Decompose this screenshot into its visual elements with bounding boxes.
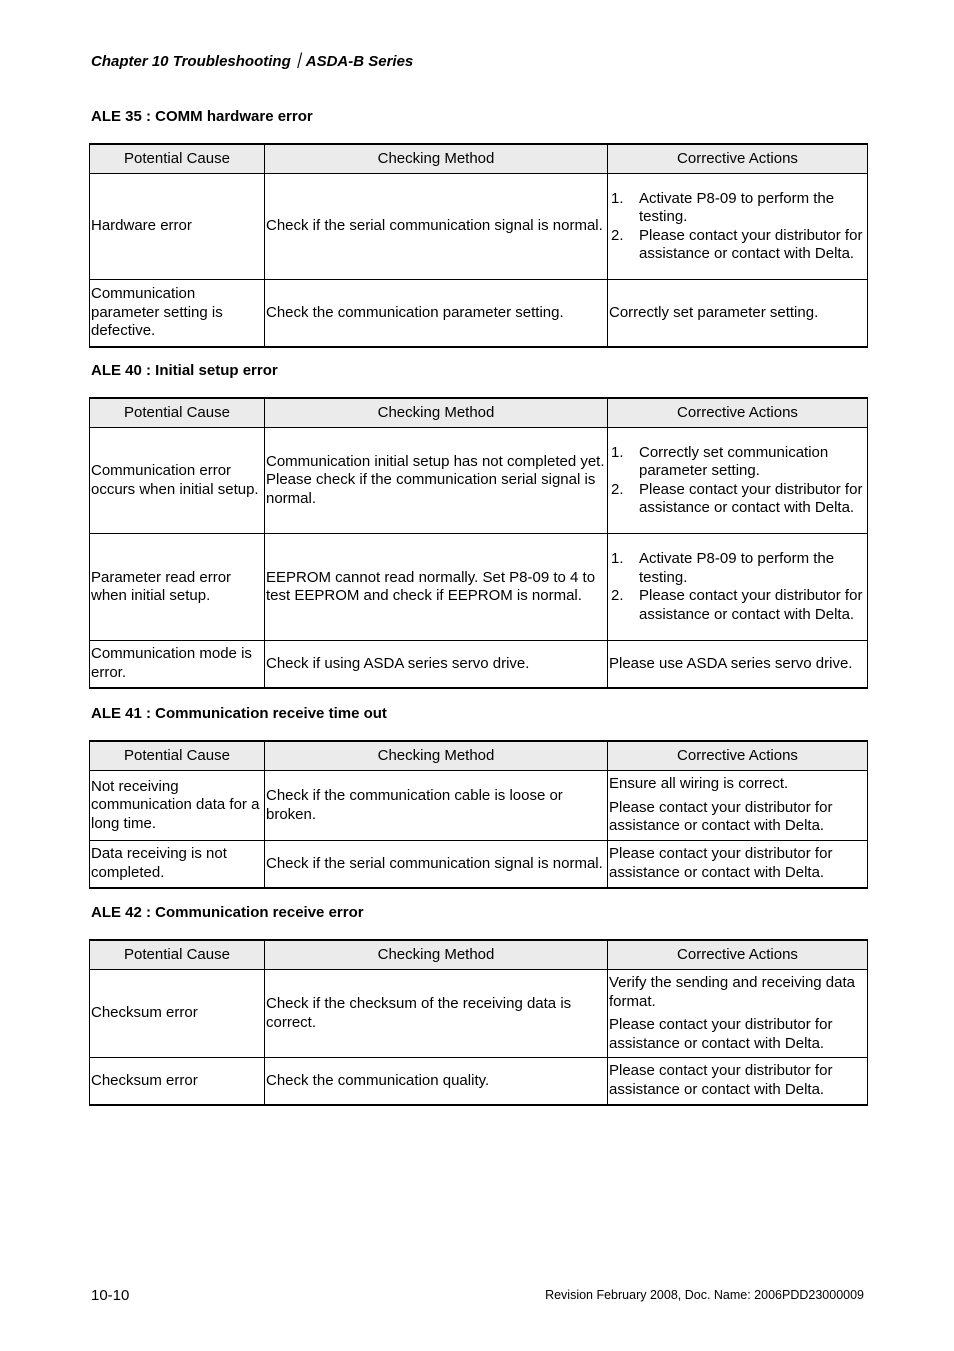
- action-item: 1. Correctly set communication parameter setting.: [611, 443, 829, 479]
- ale35-title: ALE 35 : COMM hardware error: [91, 108, 313, 125]
- table-header-row: [90, 144, 868, 174]
- col-header-method: Checking Method: [265, 144, 608, 174]
- col-header-cause: Potential Cause: [90, 940, 265, 970]
- action-item: 1. Activate P8-09 to perform the testing.: [611, 189, 835, 225]
- ale40-title: ALE 40 : Initial setup error: [91, 362, 278, 379]
- action-cell: Please contact your distributor for assistance or contact with Delta.: [608, 1058, 868, 1105]
- col-header-cause: Potential Cause: [90, 144, 265, 174]
- action-item: 2. Please contact your distributor for assistance or contact with Delta.: [611, 587, 863, 623]
- cause-cell: Checksum error: [90, 1058, 265, 1105]
- table-row: [90, 428, 868, 534]
- method-cell: Check if the checksum of the receiving data is correct.: [265, 970, 608, 1058]
- table-row: [90, 1058, 868, 1105]
- action-cell: Please contact your distributor for assistance or contact with Delta.: [608, 841, 868, 888]
- method-cell: Check if the communication cable is loose or broken.: [265, 771, 608, 841]
- table-row: [90, 641, 868, 688]
- cause-cell: Not receiving communication data for a long time.: [90, 771, 265, 841]
- col-header-action: Corrective Actions: [608, 144, 868, 174]
- method-cell: Check if the serial communication signal is normal.: [265, 841, 608, 888]
- ale42-table: [89, 939, 868, 1106]
- action-item: 2. Please contact your distributor for assistance or contact with Delta.: [611, 480, 863, 516]
- col-header-cause: Potential Cause: [90, 741, 265, 771]
- cause-cell: Communication error occurs when initial setup.: [90, 428, 265, 534]
- cause-cell: Communication parameter setting is defective.: [90, 280, 265, 347]
- method-cell: Communication initial setup has not completed yet. Please check if the communication serial signal is normal.: [265, 428, 608, 534]
- table-row: [90, 534, 868, 641]
- cause-cell: Hardware error: [90, 174, 265, 280]
- action-cell: [608, 428, 868, 534]
- action-paragraph: Please contact your distributor for assistance or contact with Delta.: [609, 798, 833, 835]
- page-number: 10-10: [91, 1287, 130, 1304]
- action-cell: [608, 771, 868, 841]
- action-paragraph: Ensure all wiring is correct.: [609, 775, 789, 793]
- cause-cell: Data receiving is not completed.: [90, 841, 265, 888]
- ale41-title: ALE 41 : Communication receive time out: [91, 705, 387, 722]
- cause-cell: Communication mode is error.: [90, 641, 265, 688]
- col-header-action: Corrective Actions: [608, 398, 868, 428]
- action-cell: Correctly set parameter setting.: [608, 280, 868, 347]
- method-cell: EEPROM cannot read normally. Set P8-09 to 4 to test EEPROM and check if EEPROM is normal.: [265, 534, 608, 641]
- action-item: 2. Please contact your distributor for assistance or contact with Delta.: [611, 226, 863, 262]
- page-header: Chapter 10 Troubleshooting｜ASDA-B Series: [91, 53, 414, 70]
- ale40-table: [89, 397, 868, 689]
- ale35-table: [89, 143, 868, 348]
- col-header-action: Corrective Actions: [608, 741, 868, 771]
- action-cell: [608, 970, 868, 1058]
- method-cell: Check the communication quality.: [265, 1058, 608, 1105]
- table-header-row: [90, 398, 868, 428]
- col-header-method: Checking Method: [265, 398, 608, 428]
- action-cell: Please use ASDA series servo drive.: [608, 641, 868, 688]
- action-paragraph: Verify the sending and receiving data format.: [609, 974, 855, 1010]
- table-row: [90, 280, 868, 347]
- table-header-row: [90, 741, 868, 771]
- ale41-table: [89, 740, 868, 889]
- table-row: [90, 174, 868, 280]
- action-cell: [608, 534, 868, 641]
- method-cell: Check if the serial communication signal is normal.: [265, 174, 608, 280]
- method-cell: Check the communication parameter setting.: [265, 280, 608, 347]
- col-header-method: Checking Method: [265, 741, 608, 771]
- action-item: 1. Activate P8-09 to perform the testing.: [611, 550, 835, 586]
- revision-info: Revision February 2008, Doc. Name: 2006PDD23000009: [545, 1288, 864, 1302]
- table-header-row: [90, 940, 868, 970]
- table-row: [90, 970, 868, 1058]
- col-header-cause: Potential Cause: [90, 398, 265, 428]
- action-paragraph: Please contact your distributor for assistance or contact with Delta.: [609, 1016, 833, 1052]
- table-row: [90, 841, 868, 888]
- col-header-method: Checking Method: [265, 940, 608, 970]
- action-cell: [608, 174, 868, 280]
- ale42-title: ALE 42 : Communication receive error: [91, 904, 364, 921]
- cause-cell: Checksum error: [90, 970, 265, 1058]
- col-header-action: Corrective Actions: [608, 940, 868, 970]
- cause-cell: Parameter read error when initial setup.: [90, 534, 265, 641]
- method-cell: Check if using ASDA series servo drive.: [265, 641, 608, 688]
- table-row: [90, 771, 868, 841]
